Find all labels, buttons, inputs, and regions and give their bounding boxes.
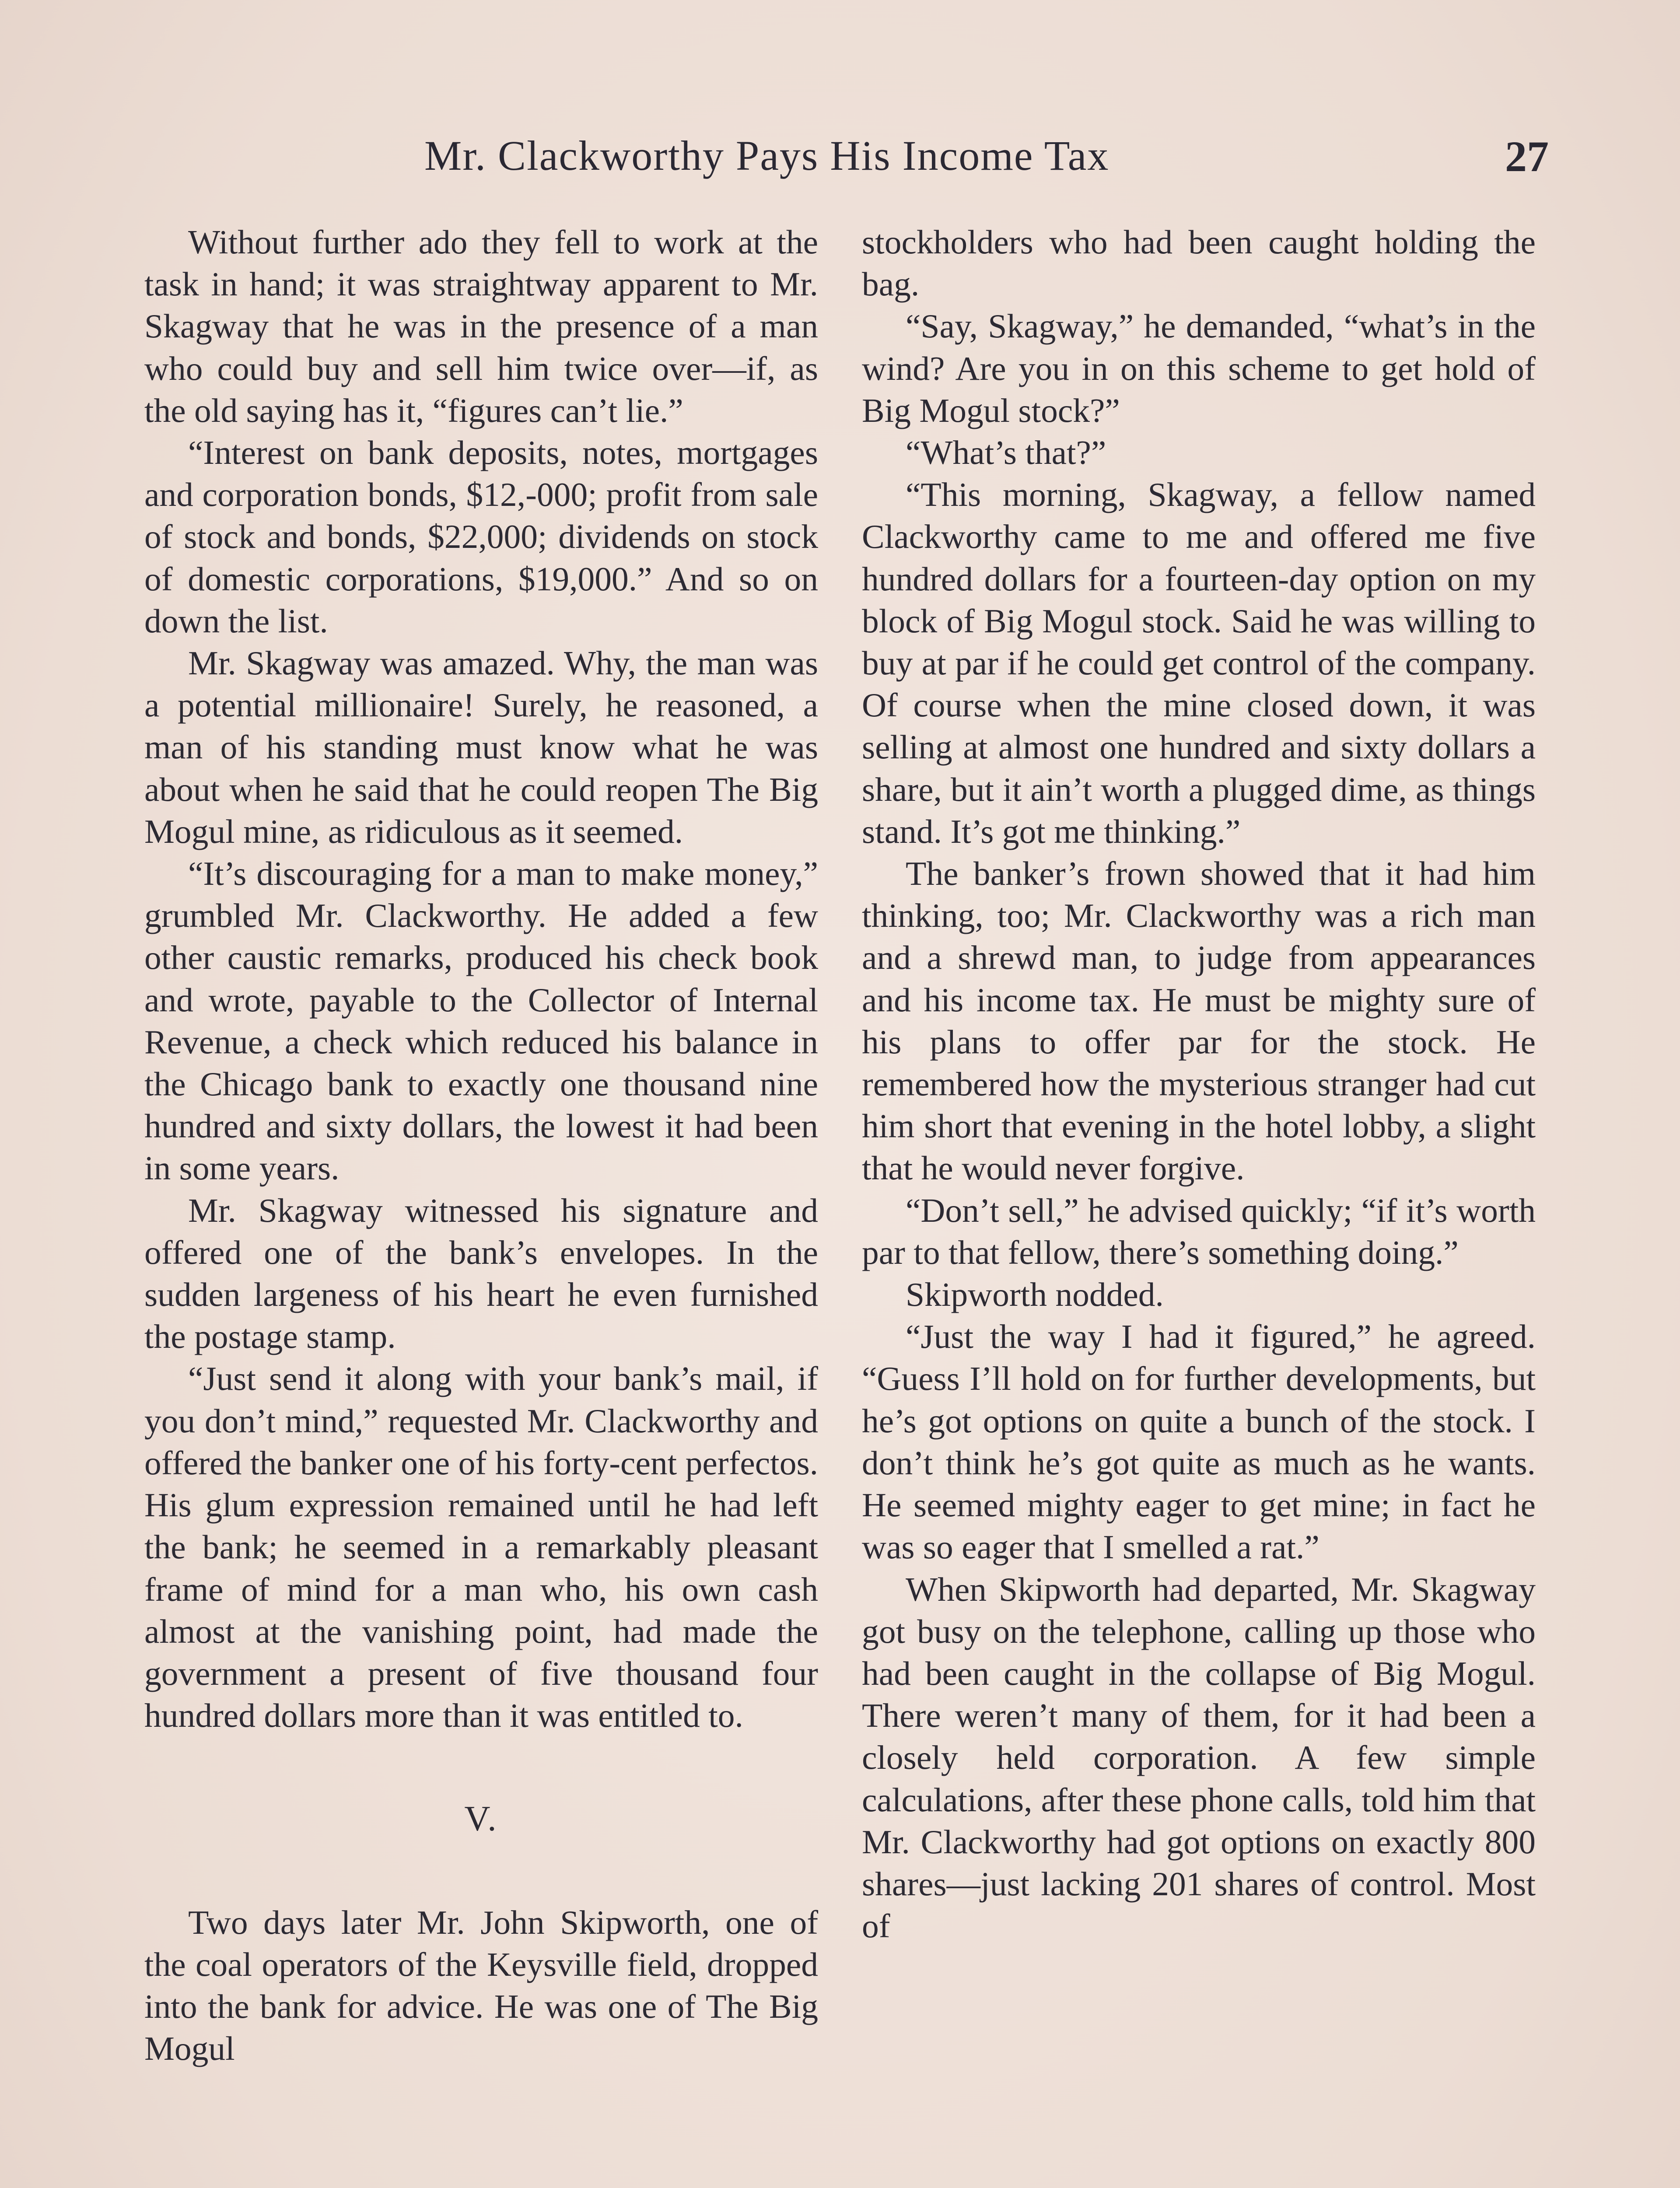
paragraph: Two days later Mr. John Skipworth, one of the coal operators of the Keysville field, dropped into the bank for advice. He was one of The Big Mogul	[144, 1903, 818, 2068]
paragraph: “Just the way I had it figured,” he agreed. “Guess I’ll hold on for further developments, but he’s got options on quite a bunch of the stock. I don’t think he’s got quite as much as he wants. He seemed mighty eager to get mine; in fact he was so eager that I smelled a rat.”	[862, 1318, 1536, 1566]
page-header	[144, 131, 1549, 188]
paragraph: When Skipworth had departed, Mr. Skagway got busy on the telephone, calling up those who had been caught in the collapse of Big Mogul. There weren’t many of them, for it had been a closely held corporation. A few simple calculations, after these phone calls, told him that Mr. Clackworthy had got options on exactly 800 shares—just lacking 201 shares of control. Most of	[862, 1570, 1536, 1945]
left-column	[144, 221, 818, 2069]
paragraph: “Don’t sell,” he advised quickly; “if it’s worth par to that fellow, there’s something doing.”	[862, 1191, 1536, 1271]
paragraph: Without further ado they fell to work at the task in hand; it was straightway apparent to Mr. Skagway that he was in the presence of a man who could buy and sell him twice over—if, as the old saying has it, “figures can’t lie.”	[144, 223, 818, 429]
paragraph: “Say, Skagway,” he demanded, “what’s in the wind? Are you in on this scheme to get hold of Big Mogul stock?”	[862, 307, 1536, 429]
paragraph: “Just send it along with your bank’s mail, if you don’t mind,” requested Mr. Clackworthy and offered the banker one of his forty-cent perfectos. His glum expression remained until he had left the bank; he seemed in a remarkably pleasant frame of mind for a man who, his own cash almost at the vanishing point, had made the government a present of five thousand four hundred dollars more than it was entitled to.	[144, 1360, 818, 1735]
section-heading: V.	[464, 1799, 498, 1839]
running-title: Mr. Clackworthy Pays His Income Tax	[424, 132, 1110, 179]
paragraph: stockholders who had been caught holding the bag.	[862, 223, 1536, 303]
page-number: 27	[1505, 132, 1549, 181]
paragraph: Mr. Skagway witnessed his signature and offered one of the bank’s envelopes. In the sudden largeness of his heart he even furnished the postage stamp.	[144, 1191, 818, 1356]
paragraph: “It’s discouraging for a man to make money,” grumbled Mr. Clackworthy. He added a few other caustic remarks, produced his check book and wrote, payable to the Collector of Internal Revenue, a check which reduced his balance in the Chicago bank to exactly one thousand nine hundred and sixty dollars, the lowest it had been in some years.	[144, 855, 818, 1187]
paragraph: Mr. Skagway was amazed. Why, the man was a potential millionaire! Surely, he reasoned, a man of his standing must know what he was about when he said that he could reopen The Big Mogul mine, as ridiculous as it seemed.	[144, 644, 818, 850]
paragraph: “What’s that?”	[906, 434, 1106, 472]
paragraph: The banker’s frown showed that it had him thinking, too; Mr. Clackworthy was a rich man and a shrewd man, to judge from appearances and his income tax. He must be mighty sure of his plans to offer par for the stock. He remembered how the mysterious stranger had cut him short that evening in the hotel lobby, a slight that he would never forgive.	[862, 855, 1536, 1187]
right-column	[862, 221, 1536, 1947]
paragraph: Skipworth nodded.	[906, 1276, 1164, 1314]
paragraph: “This morning, Skagway, a fellow named Clackworthy came to me and offered me five hundred dollars for a fourteen-day option on my block of Big Mogul stock. Said he was willing to buy at par if he could get control of the company. Of course when the mine closed down, it was selling at almost one hundred and sixty dollars a share, but it ain’t worth a plugged dime, as things stand. It’s got me thinking.”	[862, 476, 1536, 850]
paragraph: “Interest on bank deposits, notes, mortgages and corporation bonds, $12,-000; profit from sale of stock and bonds, $22,000; dividends on stock of domestic corporations, $19,000.” And so on down the list.	[144, 434, 818, 640]
